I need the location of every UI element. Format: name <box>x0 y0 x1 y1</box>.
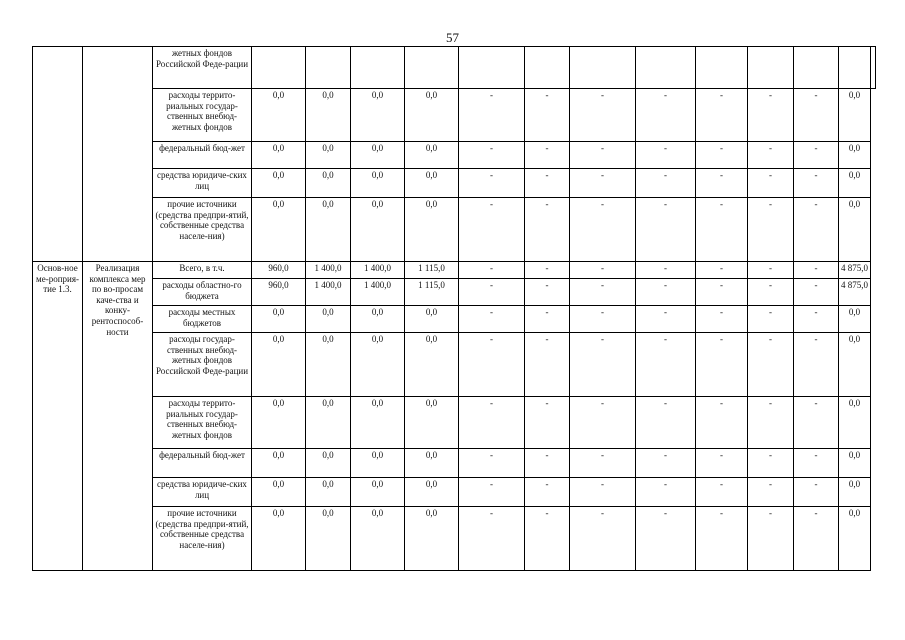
value-cell: - <box>794 507 839 571</box>
value-cell: 1 400,0 <box>351 279 405 306</box>
measure-name-cell <box>83 47 153 262</box>
total-cell: 0,0 <box>839 397 871 449</box>
value-cell: - <box>794 198 839 262</box>
funding-source-cell: расходы террито-риальных государ-ственных внебюд-жетных фондов <box>153 89 252 142</box>
value-cell: - <box>525 306 570 333</box>
value-cell: 0,0 <box>252 449 306 478</box>
value-cell: - <box>570 397 636 449</box>
funding-source-cell: прочие источники (средства предпри-ятий, собственные средства населе-ния) <box>153 507 252 571</box>
value-cell: - <box>570 333 636 397</box>
value-cell: - <box>794 449 839 478</box>
funding-source-cell: прочие источники (средства предпри-ятий, собственные средства населе-ния) <box>153 198 252 262</box>
value-cell: - <box>570 279 636 306</box>
value-cell: - <box>748 397 794 449</box>
value-cell: 0,0 <box>306 306 351 333</box>
value-cell: - <box>794 333 839 397</box>
funding-source-cell: федеральный бюд-жет <box>153 142 252 169</box>
value-cell: - <box>459 198 525 262</box>
value-cell: - <box>525 333 570 397</box>
value-cell: - <box>636 306 696 333</box>
value-cell: - <box>525 478 570 507</box>
value-cell: 0,0 <box>252 397 306 449</box>
value-cell <box>839 47 871 89</box>
value-cell: 0,0 <box>405 89 459 142</box>
funding-source-cell: средства юридиче-ских лиц <box>153 478 252 507</box>
value-cell: 0,0 <box>351 169 405 198</box>
value-cell: 0,0 <box>405 333 459 397</box>
value-cell: - <box>636 198 696 262</box>
value-cell <box>794 47 839 89</box>
value-cell: - <box>696 306 748 333</box>
value-cell: - <box>459 478 525 507</box>
value-cell: 0,0 <box>351 507 405 571</box>
value-cell: - <box>459 449 525 478</box>
value-cell: 0,0 <box>351 198 405 262</box>
value-cell: - <box>794 306 839 333</box>
value-cell: - <box>696 279 748 306</box>
value-cell: - <box>459 142 525 169</box>
total-cell <box>871 47 876 89</box>
funding-source-cell: расходы государ-ственных внебюд-жетных фондов Российской Феде-рации <box>153 333 252 397</box>
value-cell: - <box>570 89 636 142</box>
value-cell: - <box>636 169 696 198</box>
budget-table-body <box>33 47 876 571</box>
value-cell <box>306 47 351 89</box>
value-cell: - <box>748 478 794 507</box>
value-cell: - <box>696 333 748 397</box>
value-cell: - <box>696 507 748 571</box>
value-cell: 0,0 <box>252 142 306 169</box>
value-cell: - <box>636 142 696 169</box>
table-row <box>33 449 876 478</box>
value-cell: - <box>696 89 748 142</box>
value-cell: - <box>794 169 839 198</box>
value-cell <box>459 47 525 89</box>
value-cell: - <box>525 89 570 142</box>
value-cell: 0,0 <box>252 198 306 262</box>
value-cell: - <box>459 507 525 571</box>
value-cell: - <box>794 397 839 449</box>
value-cell: 960,0 <box>252 262 306 279</box>
table-row <box>33 47 876 89</box>
value-cell: 0,0 <box>405 198 459 262</box>
value-cell <box>525 47 570 89</box>
table-row <box>33 333 876 397</box>
value-cell: - <box>459 279 525 306</box>
measure-status-cell: Основ-ное ме-роприя-тие 1.3. <box>33 262 83 571</box>
value-cell: 0,0 <box>405 449 459 478</box>
value-cell: 1 115,0 <box>405 262 459 279</box>
value-cell: - <box>459 397 525 449</box>
value-cell: 0,0 <box>252 507 306 571</box>
value-cell: - <box>636 89 696 142</box>
value-cell: - <box>794 262 839 279</box>
value-cell: 0,0 <box>306 449 351 478</box>
table-row <box>33 306 876 333</box>
funding-source-cell: расходы террито-риальных государ-ственных внебюд-жетных фондов <box>153 397 252 449</box>
value-cell: - <box>525 449 570 478</box>
value-cell: - <box>570 169 636 198</box>
value-cell: 0,0 <box>252 169 306 198</box>
value-cell: 0,0 <box>351 306 405 333</box>
value-cell: 0,0 <box>405 169 459 198</box>
measure-name-cell: Реализация комплекса мер по во-просам каче-ства и конку-рентоспособ-ности <box>83 262 153 571</box>
value-cell: 0,0 <box>306 478 351 507</box>
funding-source-cell: Всего, в т.ч. <box>153 262 252 279</box>
value-cell: 0,0 <box>405 507 459 571</box>
value-cell: - <box>748 198 794 262</box>
value-cell: 0,0 <box>252 306 306 333</box>
table-row <box>33 89 876 142</box>
value-cell: 0,0 <box>405 478 459 507</box>
value-cell: - <box>570 262 636 279</box>
value-cell: - <box>636 279 696 306</box>
funding-source-cell: жетных фондов Российской Феде-рации <box>153 47 252 89</box>
value-cell: - <box>696 142 748 169</box>
value-cell: 0,0 <box>405 306 459 333</box>
table-row <box>33 262 876 279</box>
value-cell: - <box>636 507 696 571</box>
value-cell: - <box>636 397 696 449</box>
value-cell <box>748 47 794 89</box>
value-cell: - <box>748 449 794 478</box>
value-cell: - <box>570 198 636 262</box>
value-cell: 0,0 <box>252 333 306 397</box>
value-cell: - <box>525 507 570 571</box>
value-cell: 1 400,0 <box>306 262 351 279</box>
value-cell: 0,0 <box>306 89 351 142</box>
value-cell: - <box>459 262 525 279</box>
total-cell: 4 875,0 <box>839 279 871 306</box>
value-cell <box>405 47 459 89</box>
value-cell: 1 400,0 <box>306 279 351 306</box>
value-cell: 0,0 <box>351 142 405 169</box>
value-cell: 0,0 <box>306 198 351 262</box>
value-cell: - <box>570 478 636 507</box>
value-cell: - <box>525 397 570 449</box>
value-cell: 0,0 <box>252 89 306 142</box>
value-cell: 0,0 <box>252 478 306 507</box>
value-cell: - <box>696 478 748 507</box>
total-cell: 0,0 <box>839 142 871 169</box>
status-cell <box>33 47 83 262</box>
value-cell <box>252 47 306 89</box>
total-cell: 0,0 <box>839 507 871 571</box>
value-cell: - <box>525 198 570 262</box>
value-cell: - <box>570 449 636 478</box>
table-row <box>33 279 876 306</box>
total-cell: 4 875,0 <box>839 262 871 279</box>
value-cell: - <box>696 449 748 478</box>
value-cell: 0,0 <box>351 397 405 449</box>
value-cell: - <box>570 507 636 571</box>
value-cell: - <box>748 507 794 571</box>
value-cell <box>570 47 636 89</box>
value-cell: - <box>459 89 525 142</box>
value-cell: - <box>748 89 794 142</box>
value-cell: - <box>570 306 636 333</box>
value-cell: - <box>748 306 794 333</box>
value-cell: 0,0 <box>351 333 405 397</box>
value-cell: - <box>748 279 794 306</box>
total-cell: 0,0 <box>839 169 871 198</box>
value-cell: 0,0 <box>306 142 351 169</box>
value-cell: 0,0 <box>351 89 405 142</box>
value-cell: - <box>459 306 525 333</box>
table-row <box>33 478 876 507</box>
value-cell: 1 115,0 <box>405 279 459 306</box>
value-cell: - <box>696 169 748 198</box>
table-row <box>33 169 876 198</box>
value-cell: - <box>636 333 696 397</box>
total-cell: 0,0 <box>839 478 871 507</box>
value-cell: 0,0 <box>306 397 351 449</box>
funding-source-cell: расходы местных бюджетов <box>153 306 252 333</box>
value-cell: 0,0 <box>405 142 459 169</box>
value-cell: - <box>696 262 748 279</box>
value-cell: - <box>525 279 570 306</box>
total-cell: 0,0 <box>839 306 871 333</box>
value-cell: - <box>525 169 570 198</box>
value-cell: - <box>525 142 570 169</box>
value-cell <box>696 47 748 89</box>
total-cell: 0,0 <box>839 89 871 142</box>
table-row <box>33 142 876 169</box>
value-cell: - <box>748 262 794 279</box>
table-row <box>33 198 876 262</box>
value-cell: 0,0 <box>306 169 351 198</box>
value-cell: - <box>636 449 696 478</box>
value-cell: - <box>794 279 839 306</box>
value-cell: - <box>525 262 570 279</box>
value-cell: - <box>459 333 525 397</box>
value-cell: - <box>748 169 794 198</box>
value-cell: - <box>794 478 839 507</box>
funding-source-cell: средства юридиче-ских лиц <box>153 169 252 198</box>
funding-source-cell: федеральный бюд-жет <box>153 449 252 478</box>
page-number: 57 <box>446 30 459 45</box>
value-cell: 0,0 <box>306 333 351 397</box>
total-cell: 0,0 <box>839 449 871 478</box>
value-cell: - <box>570 142 636 169</box>
value-cell: - <box>794 89 839 142</box>
value-cell: 0,0 <box>351 478 405 507</box>
table-row <box>33 397 876 449</box>
value-cell: 0,0 <box>405 397 459 449</box>
value-cell: 0,0 <box>351 449 405 478</box>
value-cell: - <box>794 142 839 169</box>
total-cell: 0,0 <box>839 198 871 262</box>
value-cell: 1 400,0 <box>351 262 405 279</box>
value-cell: - <box>636 478 696 507</box>
value-cell <box>351 47 405 89</box>
value-cell: - <box>696 198 748 262</box>
value-cell: 0,0 <box>306 507 351 571</box>
funding-source-cell: расходы областно-го бюджета <box>153 279 252 306</box>
value-cell: - <box>748 142 794 169</box>
budget-table <box>32 46 876 571</box>
value-cell: - <box>696 397 748 449</box>
value-cell <box>636 47 696 89</box>
value-cell: - <box>748 333 794 397</box>
table-row <box>33 507 876 571</box>
value-cell: - <box>636 262 696 279</box>
total-cell: 0,0 <box>839 333 871 397</box>
value-cell: 960,0 <box>252 279 306 306</box>
value-cell: - <box>459 169 525 198</box>
